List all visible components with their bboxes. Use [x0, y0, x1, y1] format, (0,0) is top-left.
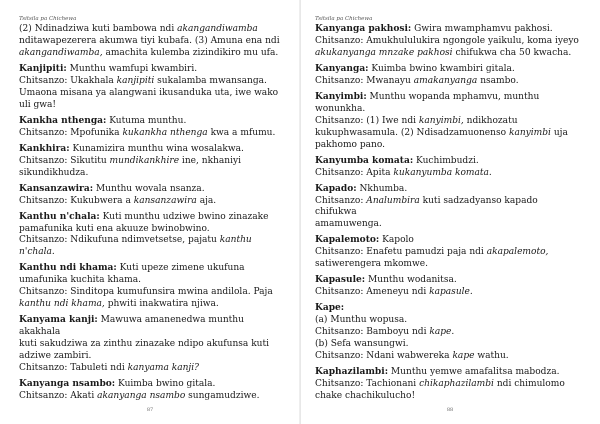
entry-headline	[315, 184, 582, 196]
entry-line	[315, 104, 582, 116]
headword: Kaphazilambi:	[315, 367, 389, 378]
italic-example: akanyanga nsambo	[97, 390, 186, 401]
italic-example: kansanzawira	[133, 195, 197, 206]
dictionary-entry	[315, 184, 582, 232]
dictionary-entry	[19, 379, 288, 403]
entry-text: satiwerengera mkomwe.	[315, 259, 428, 270]
entry-text: uja	[550, 127, 568, 138]
entry-text: kwa a mfumu.	[207, 127, 276, 138]
entry-headline	[19, 184, 288, 196]
headword: Kanthu n'chala:	[19, 211, 100, 222]
right-page	[300, 0, 600, 424]
italic-example: kanthu ndi khama,	[19, 299, 105, 310]
italic-example: akukanyanga mnzake pakhosi	[315, 47, 453, 58]
entry-text: sungamudziwe.	[185, 390, 260, 401]
entry-line	[315, 219, 582, 231]
entry-text: (a) Munthu wopusa.	[315, 315, 408, 326]
entry-line	[315, 140, 582, 152]
entry-line	[315, 259, 582, 271]
entry-line	[315, 116, 582, 128]
entry-text: Munthu wamfupi kwambiri.	[66, 63, 198, 74]
dictionary-entry	[19, 315, 288, 375]
entry-line	[19, 100, 288, 112]
entry-line	[315, 327, 582, 339]
italic-example: akapalemoto,	[486, 247, 549, 258]
entry-text: kukuphwasamula. (2) Ndisadzamuonenso	[315, 127, 509, 138]
entry-text: Chitsanzo: Sinditopa kumufunsira mwina andilola. Paja	[19, 287, 273, 298]
entry-text: Kunamizira munthu wina wosalakwa.	[69, 143, 244, 154]
entry-text: Munthu wovala nsanza.	[93, 183, 205, 194]
entry-text: Chitsanzo: Enafetu pamudzi paja ndi	[315, 247, 487, 258]
dictionary-entry	[19, 64, 288, 112]
italic-example: akangandiwamba	[177, 24, 258, 34]
entry-line	[19, 247, 288, 259]
dictionary-entry	[19, 144, 288, 180]
entry-text: Kuchimbudzi.	[413, 155, 479, 166]
dictionary-entry	[315, 24, 582, 60]
italic-example: kanthu	[219, 235, 252, 246]
headword: Kanyanga:	[315, 63, 369, 74]
entry-line	[315, 391, 582, 403]
entry-headline	[19, 263, 288, 275]
dictionary-entry	[315, 156, 582, 180]
entry-text: sukalamba mwansanga.	[154, 75, 267, 86]
entry-text: Munthu wodanitsa.	[365, 275, 457, 286]
entry-line	[19, 48, 288, 60]
italic-example: kukankha nthenga	[122, 127, 208, 138]
entry-line	[19, 76, 288, 88]
entry-line	[315, 36, 582, 48]
italic-example: mundikankhire	[109, 155, 180, 166]
headword: Kanyimbi:	[315, 91, 367, 102]
dictionary-entry	[315, 92, 582, 152]
entry-headline	[315, 303, 582, 315]
entry-line	[315, 48, 582, 60]
entry-text: Kuti munthu udziwe bwino zinazake	[99, 211, 269, 222]
entry-line	[19, 299, 288, 311]
entry-text: ndi chimulomo	[493, 378, 565, 389]
entry-headline	[315, 275, 582, 287]
entry-line	[19, 235, 288, 247]
headword: Kansanzawira:	[19, 183, 94, 194]
dictionary-entry	[19, 184, 288, 208]
dictionary-entry	[315, 303, 582, 363]
entry-text: Kuimba bwino kwambiri gitala.	[368, 63, 515, 74]
entry-text: Chitsanzo: Sikutitu	[19, 155, 110, 166]
entry-text: Chitsanzo: Bamboyu ndi	[315, 327, 430, 338]
entry-text: uli gwa!	[19, 99, 57, 110]
entry-text: Kutuma munthu.	[106, 115, 187, 126]
entry-text: Chitsanzo: Akati	[19, 390, 98, 401]
entry-headline	[19, 212, 288, 224]
entry-line	[315, 76, 582, 88]
entry-text: adziwe zambiri.	[19, 350, 92, 361]
italic-example: kape.	[429, 327, 455, 338]
entry-headline	[19, 379, 288, 391]
entry-text: ndikhozatu	[463, 115, 518, 126]
entry-line	[315, 287, 582, 299]
entry-headline	[19, 144, 288, 156]
entry-line	[19, 128, 288, 140]
headword: Kankhira:	[19, 143, 70, 154]
entry-line	[19, 351, 288, 363]
dictionary-entry	[315, 275, 582, 299]
entry-text: (2) Ndinadziwa kuti bambowa ndi	[19, 24, 178, 34]
italic-example: chikaphazilambi	[419, 378, 494, 389]
dictionary-entry	[19, 263, 288, 311]
entry-headline	[315, 64, 582, 76]
page-number: 88	[446, 407, 454, 413]
entry-line	[19, 36, 288, 48]
entry-text: Chitsanzo: Ndani wabwereka	[315, 350, 453, 361]
entry-headline	[315, 235, 582, 247]
entry-text: Chitsanzo: Tabuleti ndi	[19, 362, 128, 373]
entry-text: Kapolo	[379, 235, 414, 246]
headword: Kanyumba komata:	[315, 155, 414, 166]
entry-line	[315, 168, 582, 180]
headword: Kankha nthenga:	[19, 115, 107, 126]
running-head: Tsitsila pa Chichewa	[19, 16, 77, 22]
entry-text: aja.	[196, 195, 217, 206]
entry-line	[19, 88, 288, 100]
entry-text: pakhomo pano.	[315, 139, 386, 150]
italic-example: akangandiwamba,	[19, 47, 103, 58]
entry-text: Chitsanzo: Ameneyu ndi	[315, 287, 430, 298]
entry-line	[19, 168, 288, 180]
entry-headline	[315, 156, 582, 168]
entry-line	[315, 247, 582, 259]
entry-text: Gwira mwamphamvu pakhosi.	[411, 24, 553, 34]
entry-text: Chitsanzo:	[315, 195, 367, 206]
entry-text: chifukwa cha 50 kwacha.	[452, 47, 572, 58]
headword: Kanyanga nsambo:	[19, 378, 116, 389]
entry-line	[19, 224, 288, 236]
entry-text: Munthu wopanda mphamvu, munthu	[366, 91, 540, 102]
entry-text: Mawuwa amanenedwa munthu akakhala	[19, 315, 244, 338]
entry-line	[19, 287, 288, 299]
entry-text: sikundikhudza.	[19, 167, 89, 178]
entry-text: Chitsanzo: Kukubwera a	[19, 195, 134, 206]
entry-headline	[19, 315, 288, 339]
entry-text: Chitsanzo: Amukhululukira ngongole yaikulu, koma iyeyo	[315, 35, 579, 46]
entry-text: amamuwenga.	[315, 219, 382, 230]
headword: Kanjipiti:	[19, 63, 67, 74]
entry-text: Nkhumba.	[356, 183, 408, 194]
italic-example: n'chala.	[19, 247, 55, 258]
entry-line	[315, 339, 582, 351]
italic-example: kanjipiti	[116, 75, 155, 86]
entry-line	[19, 339, 288, 351]
entry-text: (b) Sefa wansungwi.	[315, 339, 409, 350]
dictionary-entry	[19, 24, 288, 60]
entry-headline	[19, 116, 288, 128]
entry-headline	[315, 24, 582, 36]
dictionary-entry	[19, 212, 288, 260]
entry-text: amachita kulemba zizindikiro mu ufa.	[102, 47, 279, 58]
headword: Kape:	[315, 303, 345, 314]
entry-text: Chitsanzo: Mpofunika	[19, 127, 123, 138]
entry-text: wathu.	[474, 350, 509, 361]
entry-line	[315, 196, 582, 220]
page-number: 87	[146, 407, 154, 413]
entry-text: Umaona misana ya alangwani ikusanduka uta, iwe wako	[19, 87, 279, 98]
entry-text: Kuimba bwino gitala.	[115, 378, 216, 389]
entry-headline	[315, 367, 582, 379]
entry-text: Chitsanzo: (1) Iwe ndi	[315, 115, 419, 126]
headword: Kanyanga pakhosi:	[315, 24, 412, 34]
entry-text: Chitsanzo: Ndikufuna ndimvetsetse, pajatu	[19, 235, 220, 246]
entry-text: kuti sadzadyanso kapado chifukwa	[315, 195, 538, 218]
dictionary-entry	[315, 235, 582, 271]
italic-example: kapasule.	[429, 287, 473, 298]
entry-line	[315, 379, 582, 391]
entry-text: Munthu yemwe amafalitsa mabodza.	[388, 367, 560, 378]
entry-line	[19, 275, 288, 287]
entry-text: nsambo.	[477, 75, 519, 86]
entry-text: kuti sakudziwa za zinthu zinazake ndipo akufunsa kuti	[19, 339, 270, 350]
entry-text: ine, nkhaniyi	[179, 155, 242, 166]
entry-line	[315, 128, 582, 140]
entry-text: Chitsanzo: Mwanayu	[315, 75, 414, 86]
italic-example: kape	[452, 350, 475, 361]
headword: Kapasule:	[315, 275, 366, 286]
headword: Kanyama kanji:	[19, 315, 98, 326]
italic-example: kukanyumba komata.	[393, 167, 492, 178]
entry-line	[19, 391, 288, 403]
entry-text: Chitsanzo: Tachionani	[315, 378, 420, 389]
italic-example: kanyama kanji?	[127, 362, 199, 373]
entry-text: Chitsanzo: Apita	[315, 167, 394, 178]
headword: Kapalemoto:	[315, 235, 380, 246]
entry-text: nditawapezerera akumwa tiyi kubafa. (3) Amuna ena ndi	[19, 35, 280, 46]
entry-line	[315, 351, 582, 363]
entry-line	[19, 156, 288, 168]
entry-text: pamafunika kuti ena akuuze bwinobwino.	[19, 223, 210, 234]
italic-example: amakanyanga	[413, 75, 478, 86]
entry-text: Chitsanzo: Ukakhala	[19, 75, 117, 86]
dictionary-entry	[315, 64, 582, 88]
italic-example: kanyimbi,	[418, 115, 464, 126]
entry-line	[315, 315, 582, 327]
entry-text: phwiti inakwatira njiwa.	[104, 299, 219, 310]
entry-text: Kuti upeze zimene ukufuna	[116, 263, 245, 274]
entry-text: wonunkha.	[315, 103, 366, 114]
dictionary-entry	[315, 367, 582, 403]
dictionary-entries	[19, 24, 288, 403]
italic-example: Analumbira	[366, 195, 420, 206]
entry-text: chake chachikulucho!	[315, 390, 416, 401]
italic-example: kanyimbi	[508, 127, 551, 138]
dictionary-entries	[315, 24, 582, 403]
entry-headline	[19, 24, 288, 36]
entry-headline	[315, 92, 582, 104]
headword: Kanthu ndi khama:	[19, 263, 117, 274]
dictionary-entry	[19, 116, 288, 140]
headword: Kapado:	[315, 183, 357, 194]
entry-line	[19, 196, 288, 208]
entry-line	[19, 363, 288, 375]
entry-headline	[19, 64, 288, 76]
entry-text: umafunika kuchita khama.	[19, 275, 141, 286]
running-head: Tsitsila pa Chichewa	[315, 16, 373, 22]
